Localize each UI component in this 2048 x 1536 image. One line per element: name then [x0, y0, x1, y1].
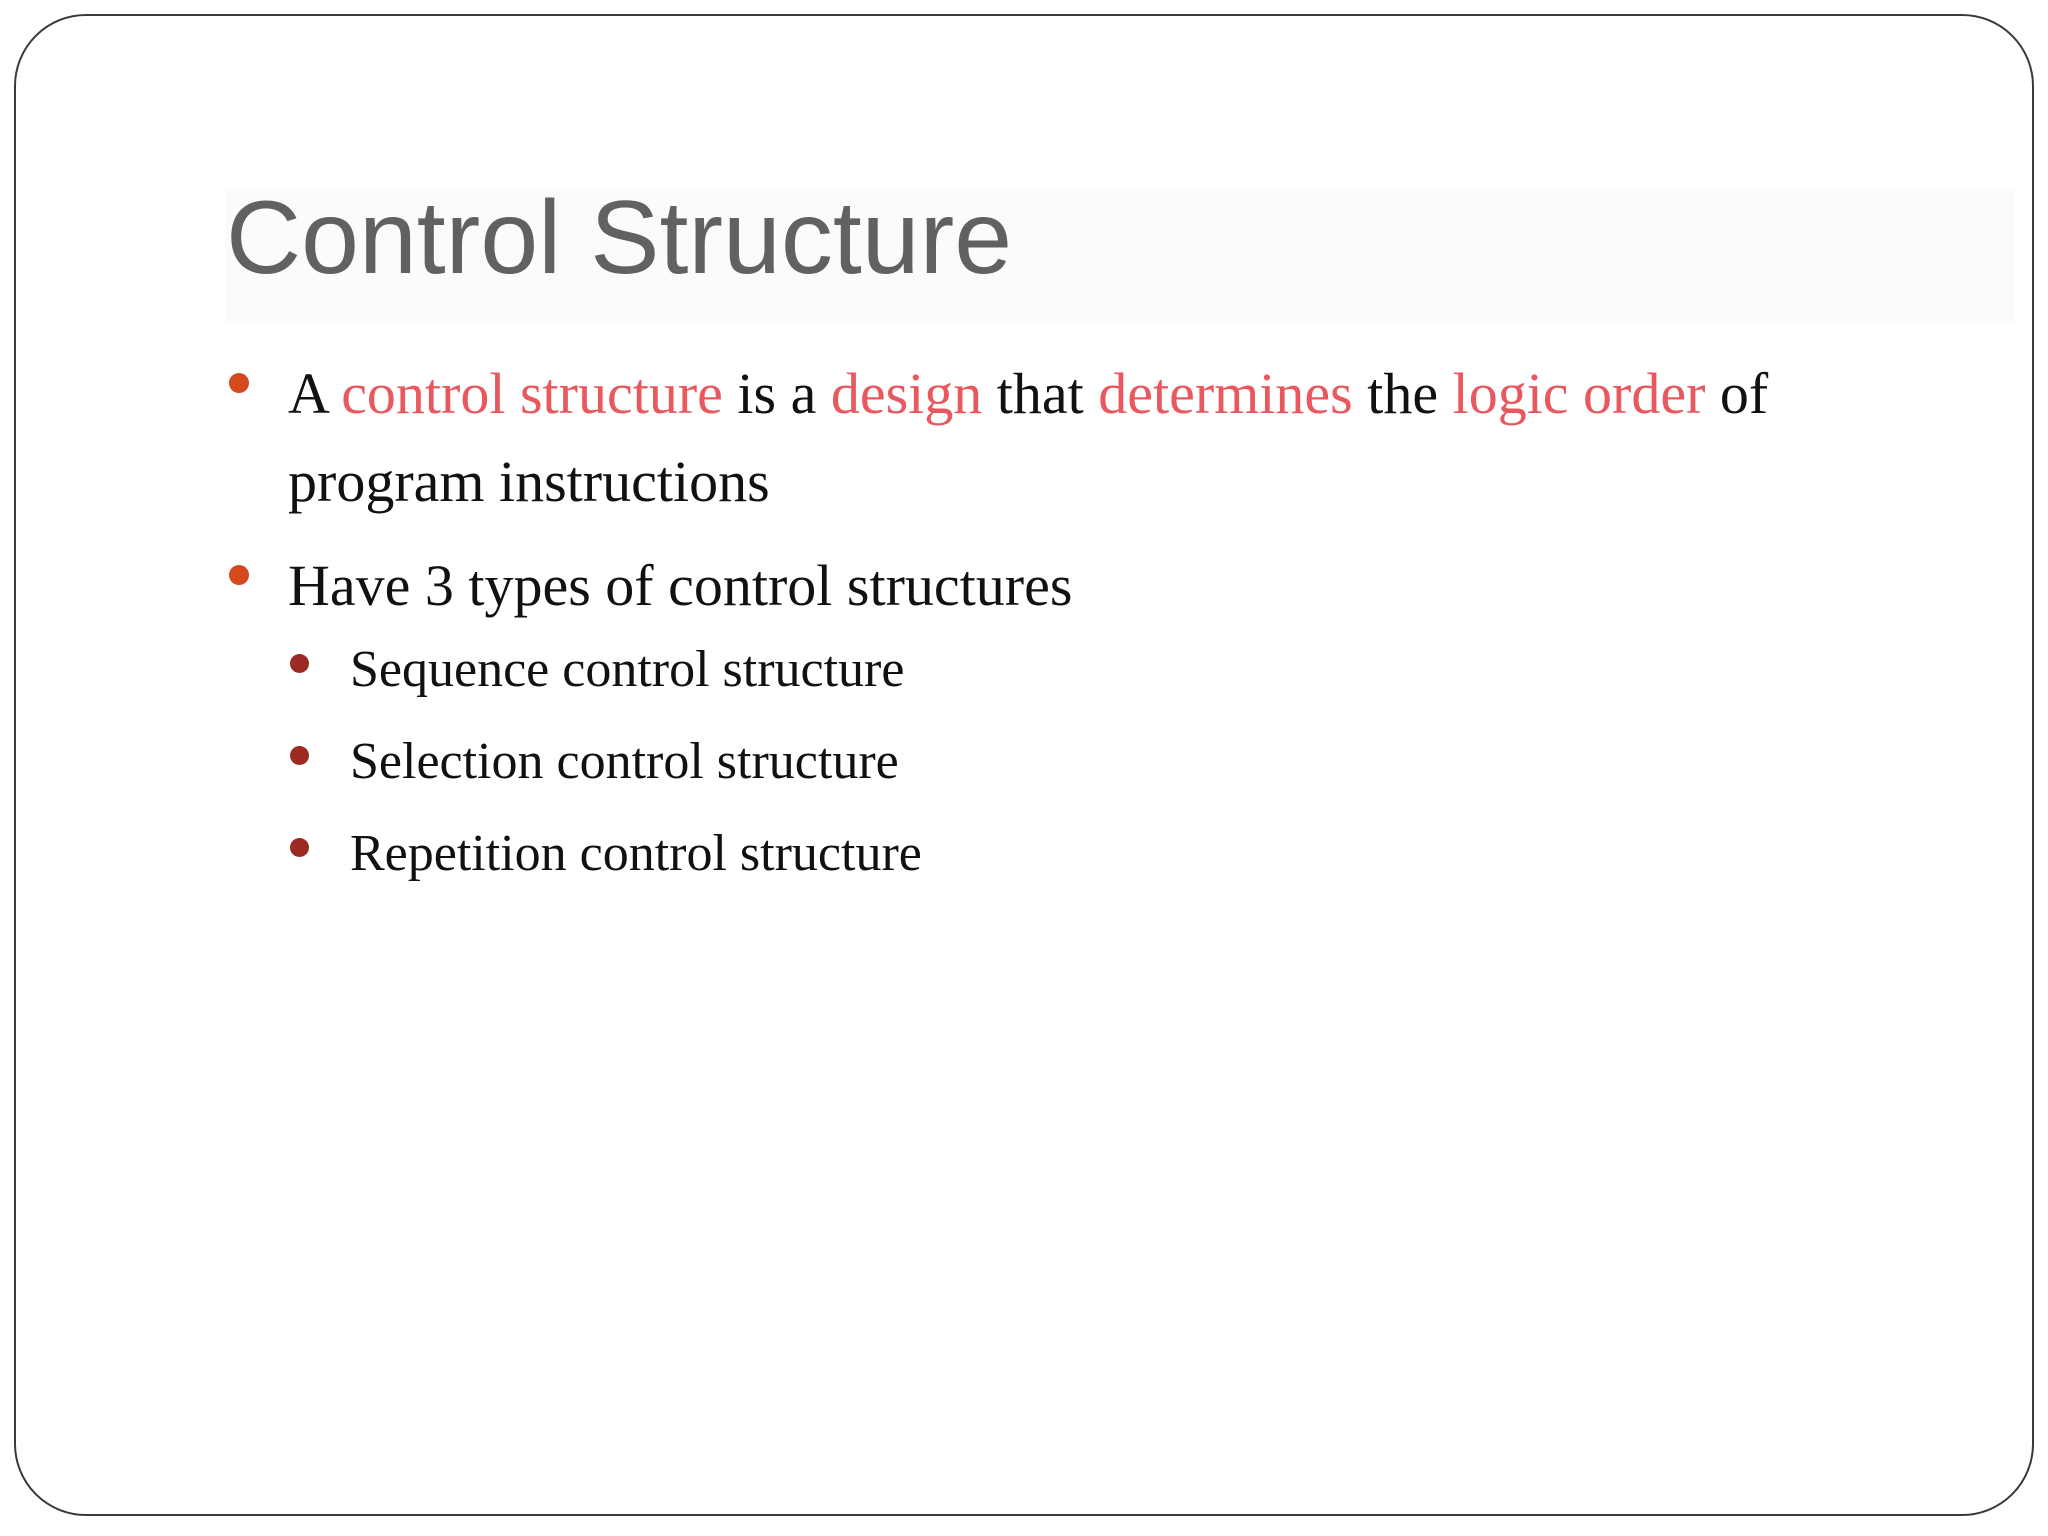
sub-bullet-text: Sequence control structure — [350, 641, 905, 698]
highlight-determines: determines — [1098, 361, 1353, 426]
sub-bullet-sequence — [288, 634, 1876, 706]
sub-bullet-text: Selection control structure — [350, 733, 899, 790]
sub-bullet-dot-icon — [290, 654, 309, 673]
bullet-dot-icon — [229, 373, 249, 393]
sub-bullet-list — [288, 634, 1876, 890]
bullet-text: A — [288, 361, 342, 426]
bullet-text: is a — [722, 361, 831, 426]
bullet-text: of program instructions — [288, 361, 1769, 514]
bullet-list — [226, 350, 1876, 910]
highlight-design: design — [830, 361, 983, 426]
bullet-text: Have 3 types of control structures — [288, 553, 1073, 618]
slide-title: Control Structure — [226, 180, 1013, 296]
highlight-logic-order: logic order — [1452, 361, 1706, 426]
sub-bullet-repetition — [288, 818, 1876, 890]
bullet-definition — [226, 350, 1876, 526]
sub-bullet-selection — [288, 726, 1876, 798]
highlight-control-structure: control structure — [341, 361, 723, 426]
sub-bullet-dot-icon — [290, 746, 309, 765]
bullet-text: that — [982, 361, 1099, 426]
sub-bullet-dot-icon — [290, 838, 309, 857]
sub-bullet-text: Repetition control structure — [350, 825, 922, 882]
bullet-types — [226, 542, 1876, 890]
bullet-text: the — [1352, 361, 1453, 426]
bullet-dot-icon — [229, 565, 249, 585]
